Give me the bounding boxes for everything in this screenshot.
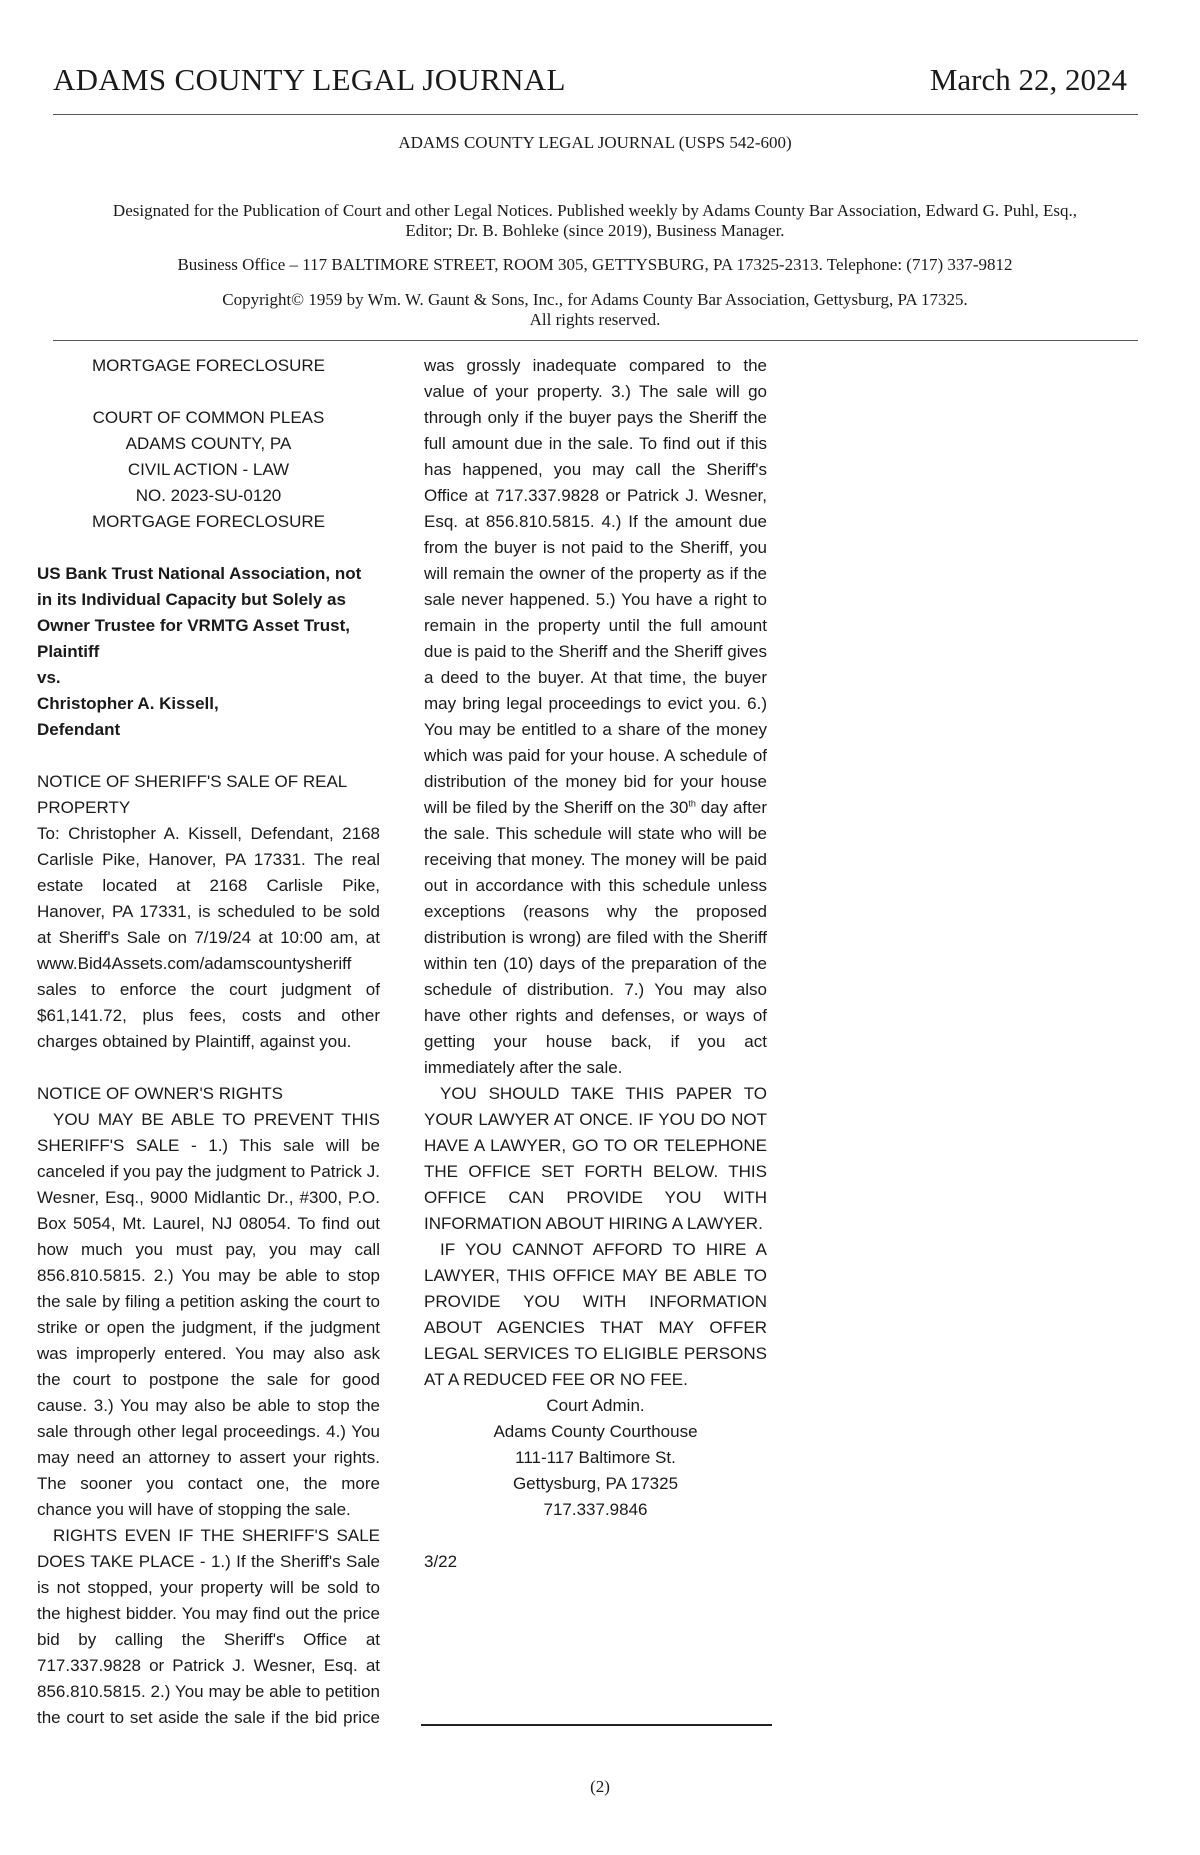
- ordinal-suffix-dup: th: [688, 798, 696, 809]
- sale-notice-title: NOTICE OF SHERIFF'S SALE OF REAL PROPERTY: [37, 772, 347, 817]
- rights-even-text-dup: was grossly inadequate compared to the value of your property. 3.) The sale will go through only if the buyer pays the Sheriff the full amount due in the sale. To find out if this has happened, you may call the Sheriff's Office at 717.337.9828 or Patrick J. Wesner, Esq. at 856.810.5815. 4.) If the amount due from the buyer is not paid to the Sheriff, you will remain the owner of the property as if the sale never happened. 5.) You have a right to remain in the property until the full amount due is paid to the Sheriff and the Sheriff gives a deed to the buyer. At that time, the buyer may bring legal proceedings to evict you. 6.) You may be entitled to a share of the money which was paid for your house. A schedule of distribution of the money bid for your house will be filed by the Sheriff on the 30: [424, 356, 767, 817]
- rights-text: All rights reserved.: [529, 310, 661, 329]
- case-type: MORTGAGE FORECLOSURE: [92, 512, 325, 531]
- owner-rights-body: YOU MAY BE ABLE TO PREVENT THIS SHERIFF'S SALE - 1.) This sale will be canceled if you pay the judgment to Patrick J. Wesner, Esq., 9000 Midlantic Dr., #300, P.O. Box 5054, Mt. Laurel, NJ 08054. To find out how much you must pay, you may call 856.810.5815. 2.) You may be able to stop the sale by filing a petition asking the court to strike or open the judgment, if the judgment was improperly entered. You may also ask the court to postpone the sale for good cause. 3.) You may also be able to stop the sale through other legal proceedings. 4.) You may need an attorney to assert your rights. The sooner you contact one, the more chance you will have of stopping the sale.: [37, 1110, 380, 1519]
- right-column: [424, 353, 767, 1741]
- rights-even-body: [37, 1523, 380, 1731]
- plaintiff-role: Plaintiff: [37, 642, 100, 661]
- afford-notice: IF YOU CANNOT AFFORD TO HIRE A LAWYER, THIS OFFICE MAY BE ABLE TO PROVIDE YOU WITH INFORMATION ABOUT AGENCIES THAT MAY OFFER LEGAL SERVICES TO ELIGIBLE PERSONS AT A REDUCED FEE OR NO FEE.: [424, 1240, 767, 1389]
- versus: vs.: [37, 668, 61, 687]
- action-type: CIVIL ACTION - LAW: [127, 460, 290, 479]
- court-admin-contact: [424, 1393, 767, 1523]
- issue-date: March 22, 2024: [929, 62, 1127, 97]
- publication-date: 3/22: [424, 1552, 458, 1571]
- plaintiff-name: US Bank Trust National Association, not in its Individual Capacity but Solely as Owner Trustee for VRMTG Asset Trust,: [37, 564, 362, 635]
- lawyer-notice: YOU SHOULD TAKE THIS PAPER TO YOUR LAWYER AT ONCE. IF YOU DO NOT HAVE A LAWYER, GO TO OR TELEPHONE THE OFFICE SET FORTH BELOW. THIS OFFICE CAN PROVIDE YOU WITH INFORMATION ABOUT HIRING A LAWYER.: [424, 1084, 767, 1233]
- copyright-text: Copyright© 1959 by Wm. W. Gaunt & Sons, Inc., for Adams County Bar Association, Gettysburg, PA 17325.: [222, 290, 968, 309]
- rights-even-text: RIGHTS EVEN IF THE SHERIFF'S SALE DOES TAKE PLACE - 1.) If the Sheriff's Sale is not stopped, your property will be sold to the highest bidder. You may find out the price bid by calling the Sheriff's Office at 717.337.9828 or Patrick J. Wesner, Esq. at 856.810.5815. 2.) You may be able to petition the court to set aside the sale if the bid price: [37, 1526, 380, 1727]
- sale-notice-body: To: Christopher A. Kissell, Defendant, 2168 Carlisle Pike, Hanover, PA 17331. The real estate located at 2168 Carlisle Pike, Hanover, PA 17331, is scheduled to be sold at Sheriff's Sale on 7/19/24 at 10:00 am, at www.Bid4Assets.com/adamscountysheriff sales to enforce the court judgment of $61,141.72, plus fees, costs and other charges obtained by Plaintiff, against you.: [37, 824, 380, 1051]
- copyright-block: [110, 290, 1080, 330]
- contact-line-5: 717.337.9846: [543, 1500, 648, 1519]
- defendant-name: Christopher A. Kissell,: [37, 694, 219, 713]
- contact-line-3: 111-117 Baltimore St.: [515, 1448, 676, 1467]
- page-number: (2): [590, 1777, 610, 1796]
- right-column-flow: [424, 353, 767, 1575]
- header-divider: [53, 114, 1138, 115]
- case-number: NO. 2023-SU-0120: [135, 486, 282, 505]
- journal-subtitle: ADAMS COUNTY LEGAL JOURNAL (USPS 542-600): [398, 133, 792, 152]
- court-name: COURT OF COMMON PLEAS: [92, 408, 325, 427]
- contact-line-4: Gettysburg, PA 17325: [512, 1474, 679, 1493]
- masthead-bottom-divider: [53, 340, 1138, 341]
- contact-line-1: Court Admin.: [546, 1396, 645, 1415]
- notice-end-rule: [421, 1724, 772, 1726]
- left-column: [37, 353, 380, 1731]
- county-name: ADAMS COUNTY, PA: [125, 434, 292, 453]
- designation-text: Designated for the Publication of Court and other Legal Notices. Published weekly by Adams County Bar Association, Edward G. Puhl, Esq., Editor; Dr. B. Bohleke (since 2019), Business Manager.: [112, 201, 1078, 240]
- contact-line-2: Adams County Courthouse: [493, 1422, 698, 1441]
- journal-title: ADAMS COUNTY LEGAL JOURNAL: [53, 62, 566, 97]
- owner-rights-title: NOTICE OF OWNER'S RIGHTS: [37, 1084, 283, 1103]
- business-office: Business Office – 117 BALTIMORE STREET, ROOM 305, GETTYSBURG, PA 17325-2313. Telephone: (717) 337-9812: [177, 255, 1013, 274]
- notice-heading: MORTGAGE FORECLOSURE: [92, 356, 325, 375]
- rights-even-tail-dup: day after the sale. This schedule will state who will be receiving that money. The money will be paid out in accordance with this schedule unless exceptions (reasons why the proposed distribution is wrong) are filed with the Sheriff within ten (10) days of the preparation of the schedule of distribution. 7.) You may also have other rights and defenses, or ways of getting your house back, if you act immediately after the sale.: [424, 798, 767, 1077]
- defendant-role: Defendant: [37, 720, 121, 739]
- rights-even-body-dup: [424, 353, 767, 1081]
